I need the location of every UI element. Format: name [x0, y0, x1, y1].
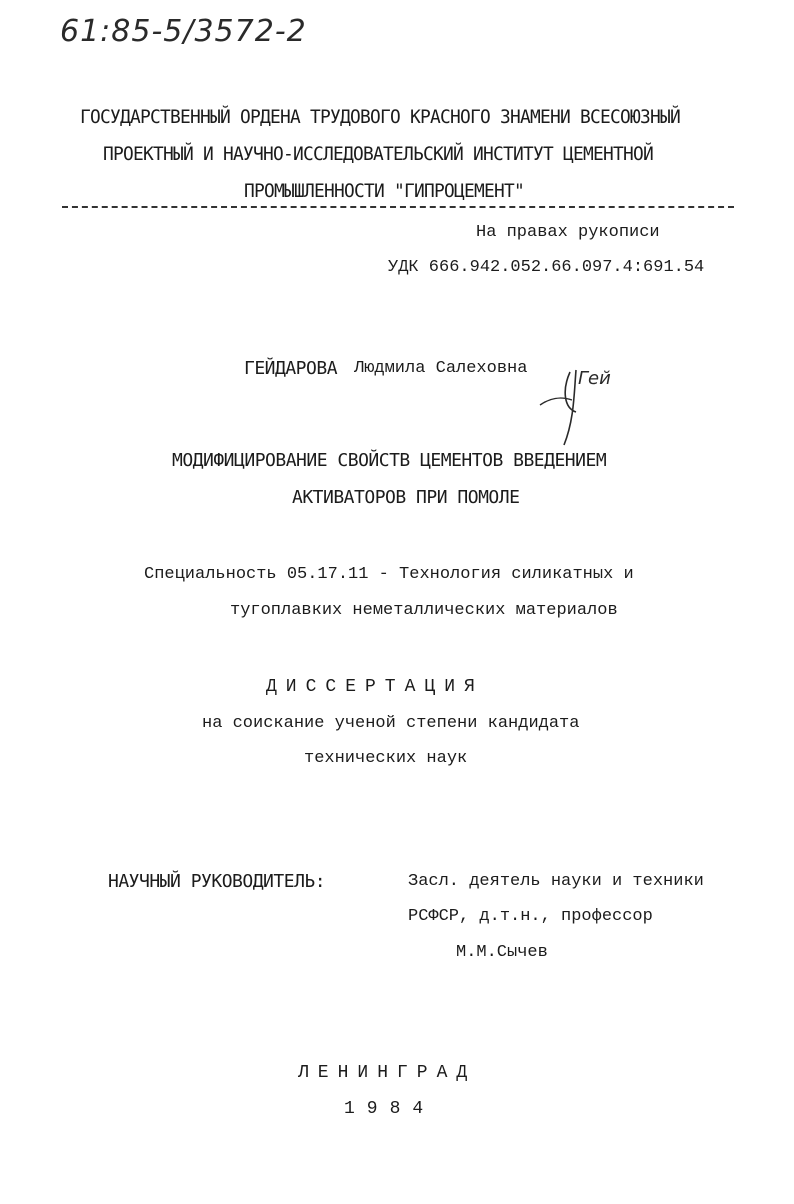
specialty-line-2: тугоплавких неметаллических материалов [230, 601, 618, 620]
signature-text: Гей [578, 368, 611, 389]
dissertation-heading: ДИССЕРТАЦИЯ [266, 677, 484, 697]
institution-line-2: ПРОЕКТНЫЙ И НАУЧНО-ИССЛЕДОВАТЕЛЬСКИЙ ИНСТИТУТ ЦЕМЕНТНОЙ [103, 143, 654, 165]
institution-line-3: ПРОМЫШЛЕННОСТИ "ГИПРОЦЕМЕНТ" [244, 180, 525, 202]
author-given-names: Людмила Салеховна [354, 359, 528, 378]
author-surname: ГЕЙДАРОВА [244, 358, 338, 379]
degree-line-2: технических наук [304, 749, 468, 768]
specialty-line-1: Специальность 05.17.11 - Технология силикатных и [144, 565, 634, 584]
author-signature [530, 350, 630, 450]
city: ЛЕНИНГРАД [298, 1063, 477, 1083]
udc-code: УДК 666.942.052.66.097.4:691.54 [388, 258, 705, 277]
supervisor-label: НАУЧНЫЙ РУКОВОДИТЕЛЬ: [108, 871, 326, 892]
header-divider [62, 206, 734, 208]
year: 1984 [344, 1099, 436, 1119]
supervisor-line-2: РСФСР, д.т.н., профессор [408, 907, 653, 926]
title-line-1: МОДИФИЦИРОВАНИЕ СВОЙСТВ ЦЕМЕНТОВ ВВЕДЕНИЕМ [172, 450, 607, 471]
supervisor-line-1: Засл. деятель науки и техники [408, 872, 704, 891]
manuscript-note: На правах рукописи [476, 223, 660, 242]
degree-line-1: на соискание ученой степени кандидата [202, 714, 580, 733]
archive-code: 61:85-5/3572-2 [60, 14, 307, 49]
title-line-2: АКТИВАТОРОВ ПРИ ПОМОЛЕ [292, 487, 520, 508]
supervisor-name: М.М.Сычев [456, 943, 548, 962]
institution-line-1: ГОСУДАРСТВЕННЫЙ ОРДЕНА ТРУДОВОГО КРАСНОГО ЗНАМЕНИ ВСЕСОЮЗНЫЙ [80, 106, 681, 128]
